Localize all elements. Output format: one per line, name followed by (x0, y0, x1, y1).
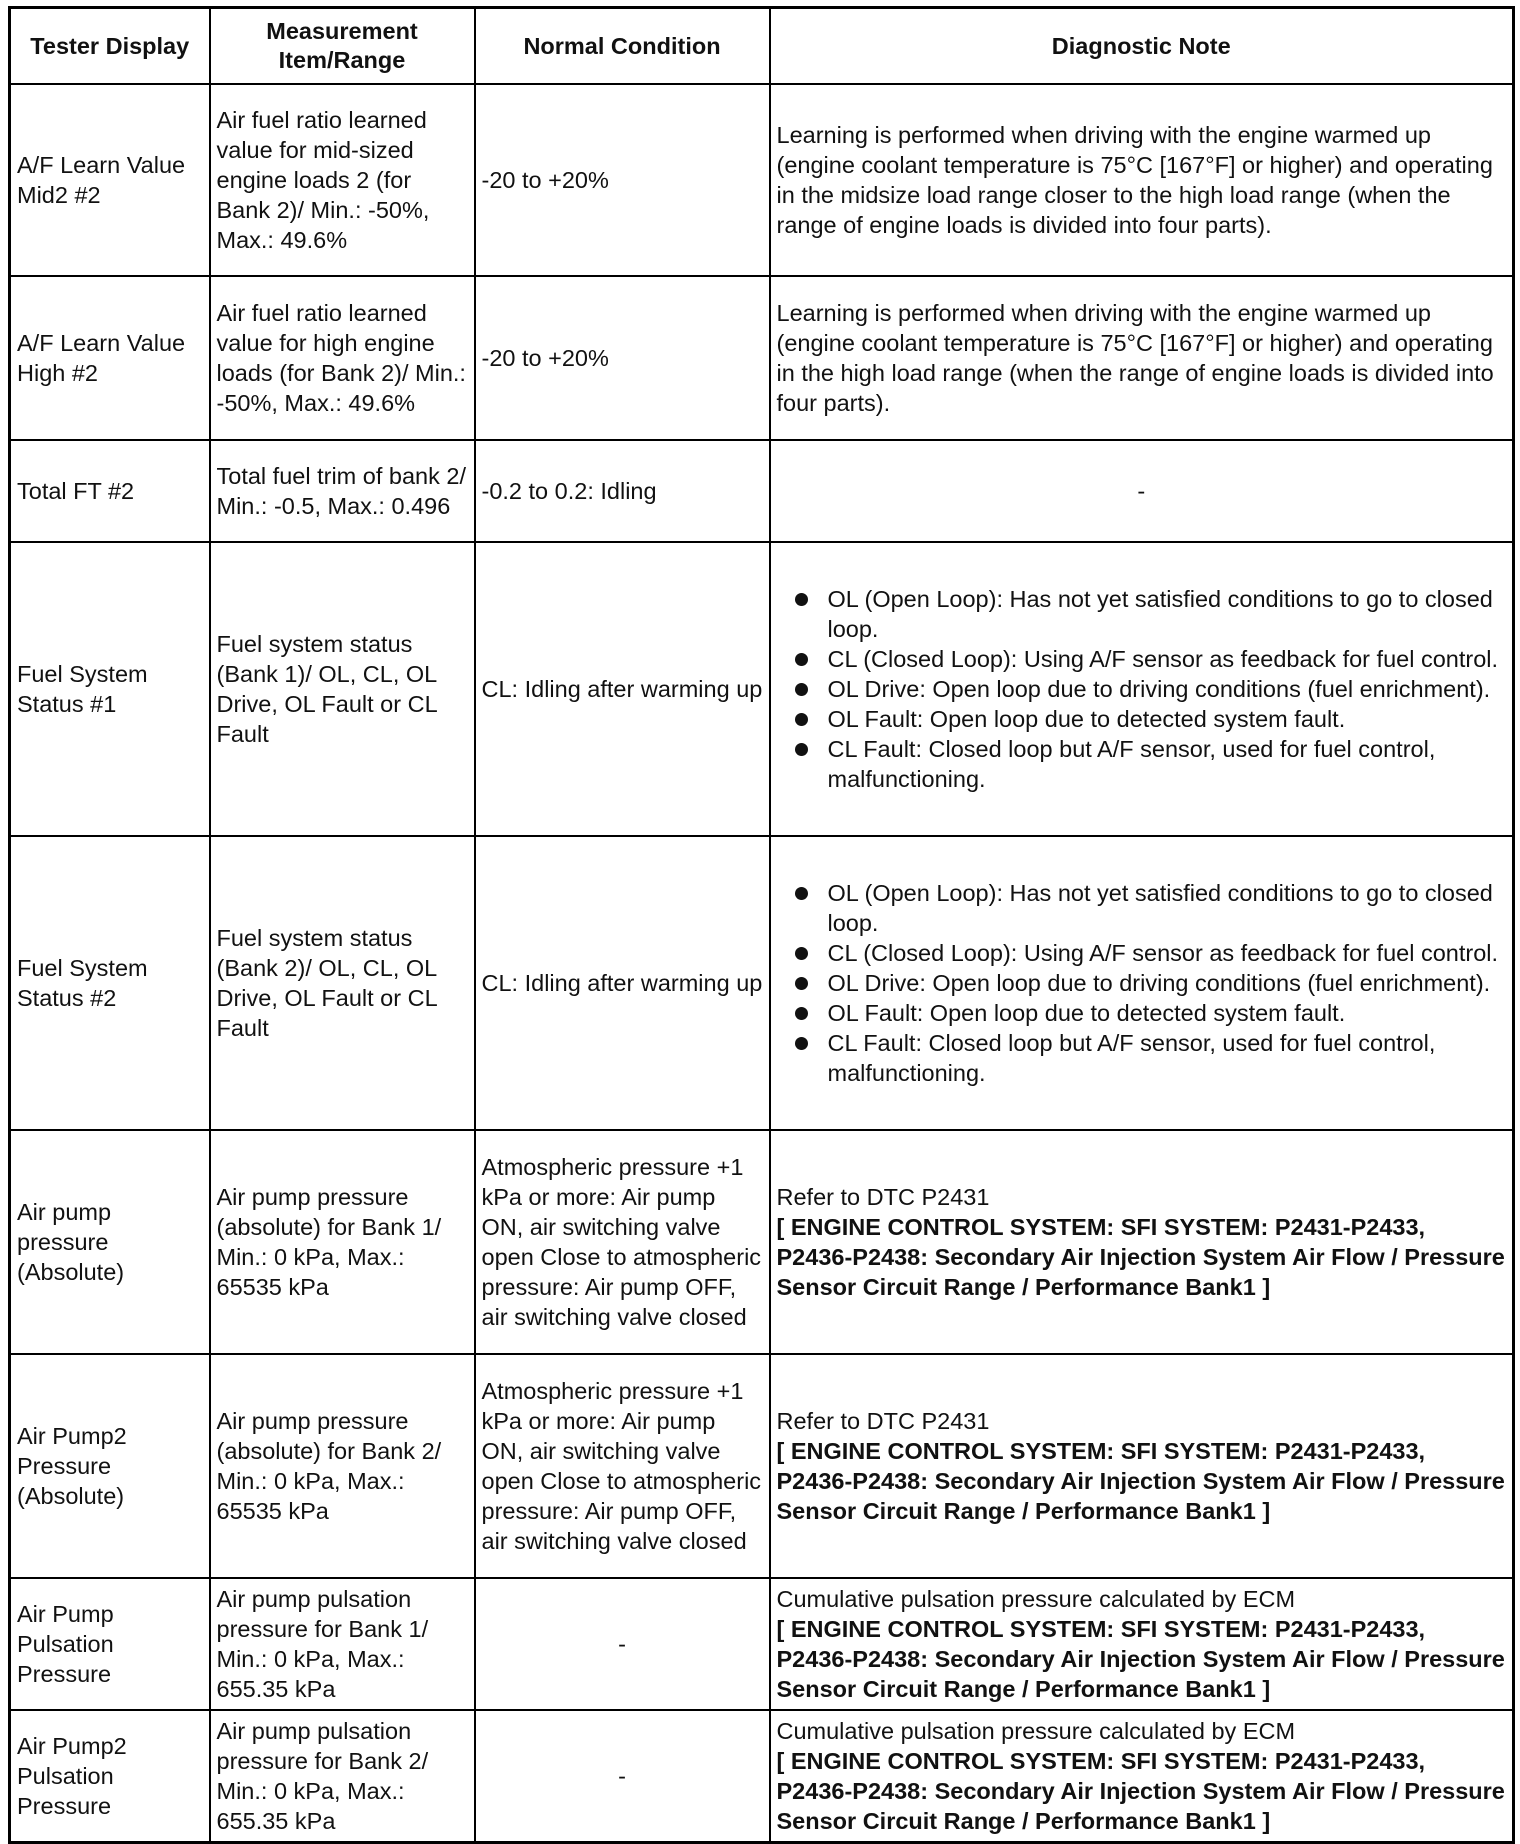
bullet-icon (795, 743, 808, 756)
header-tester-display: Tester Display (10, 8, 210, 85)
normal-condition-cell: - (475, 1710, 770, 1842)
bullet-icon (795, 977, 808, 990)
table-row (10, 276, 1514, 440)
table-row (10, 1710, 1514, 1842)
diagnostic-note-cell (770, 836, 1514, 1130)
diagnostic-note-cell: Learning is performed when driving with the engine warmed up (engine coolant temperature is 75°C [167°F] or higher) and operating in the high load range (when the range of engine loads is divided into four parts). (770, 276, 1514, 440)
header-measurement-item: Measurement Item/Range (210, 8, 475, 85)
diagnostic-note-cell: - (770, 440, 1514, 542)
tester-display-cell: Air Pump2 Pulsation Pressure (10, 1710, 210, 1842)
diagnostic-note-cell (770, 1578, 1514, 1710)
measurement-cell: Total fuel trim of bank 2/ Min.: -0.5, Max.: 0.496 (210, 440, 475, 542)
measurement-cell: Fuel system status (Bank 2)/ OL, CL, OL Drive, OL Fault or CL Fault (210, 836, 475, 1130)
bullet-icon (795, 653, 808, 666)
reference-link[interactable]: [ ENGINE CONTROL SYSTEM: SFI SYSTEM: P2431-P2433, P2436-P2438: Secondary Air Injection System Air Flow / Pressure Sensor Circuit Range / Performance Bank1 ] (776, 1747, 1505, 1834)
normal-condition-cell: -0.2 to 0.2: Idling (475, 440, 770, 542)
table-row (10, 836, 1514, 1130)
measurement-cell: Air pump pulsation pressure for Bank 2/ Min.: 0 kPa, Max.: 655.35 kPa (210, 1710, 475, 1842)
data-list-table (8, 6, 1515, 1844)
reference-link[interactable]: [ ENGINE CONTROL SYSTEM: SFI SYSTEM: P2431-P2433, P2436-P2438: Secondary Air Injection System Air Flow / Pressure Sensor Circuit Range / Performance Bank1 ] (776, 1438, 1505, 1524)
bullet-icon (795, 713, 808, 726)
table-row (10, 542, 1514, 836)
tester-display-cell: Fuel System Status #1 (10, 542, 210, 836)
note-text: Cumulative pulsation pressure calculated by ECM (776, 1586, 1296, 1612)
list-item: CL (Closed Loop): Using A/F sensor as feedback for fuel control. (777, 938, 1507, 968)
bullet-icon (795, 683, 808, 696)
normal-condition-cell: -20 to +20% (475, 276, 770, 440)
bullet-icon (795, 947, 808, 960)
bullet-icon (795, 1007, 808, 1020)
note-text: Refer to DTC P2431 (776, 1408, 990, 1434)
tester-display-cell: Fuel System Status #2 (10, 836, 210, 1130)
normal-condition-cell: -20 to +20% (475, 84, 770, 276)
normal-condition-cell: CL: Idling after warming up (475, 836, 770, 1130)
table-row (10, 1354, 1514, 1578)
measurement-cell: Air pump pressure (absolute) for Bank 1/ Min.: 0 kPa, Max.: 65535 kPa (210, 1130, 475, 1354)
table-row (10, 1578, 1514, 1710)
list-item: OL Fault: Open loop due to detected system fault. (777, 704, 1507, 734)
header-diagnostic-note: Diagnostic Note (770, 8, 1514, 85)
tester-display-cell: Air pump pressure (Absolute) (10, 1130, 210, 1354)
normal-condition-cell: Atmospheric pressure +1 kPa or more: Air pump ON, air switching valve open Close to atmospheric pressure: Air pump OFF, air switching valve closed (475, 1354, 770, 1578)
list-item: CL (Closed Loop): Using A/F sensor as feedback for fuel control. (777, 644, 1507, 674)
bullet-icon (795, 1037, 808, 1050)
bullet-icon (795, 593, 808, 606)
reference-link[interactable]: [ ENGINE CONTROL SYSTEM: SFI SYSTEM: P2431-P2433, P2436-P2438: Secondary Air Injection System Air Flow / Pressure Sensor Circuit Range / Performance Bank1 ] (776, 1214, 1505, 1300)
table-row (10, 440, 1514, 542)
list-item: OL Fault: Open loop due to detected system fault. (777, 998, 1507, 1028)
tester-display-cell: Air Pump Pulsation Pressure (10, 1578, 210, 1710)
table-row (10, 1130, 1514, 1354)
diagnostic-note-cell (770, 1354, 1514, 1578)
normal-condition-cell: CL: Idling after warming up (475, 542, 770, 836)
normal-condition-cell: Atmospheric pressure +1 kPa or more: Air pump ON, air switching valve open Close to atmospheric pressure: Air pump OFF, air switching valve closed (475, 1130, 770, 1354)
list-item: OL Drive: Open loop due to driving conditions (fuel enrichment). (777, 674, 1507, 704)
list-item: OL (Open Loop): Has not yet satisfied conditions to go to closed loop. (777, 584, 1507, 644)
list-item: OL Drive: Open loop due to driving conditions (fuel enrichment). (777, 968, 1507, 998)
measurement-cell: Air fuel ratio learned value for mid-sized engine loads 2 (for Bank 2)/ Min.: -50%, Max.: 49.6% (210, 84, 475, 276)
tester-display-cell: A/F Learn Value High #2 (10, 276, 210, 440)
normal-condition-cell: - (475, 1578, 770, 1710)
list-item: CL Fault: Closed loop but A/F sensor, used for fuel control, malfunctioning. (777, 1028, 1507, 1088)
header-row (10, 8, 1514, 85)
tester-display-cell: Total FT #2 (10, 440, 210, 542)
list-item: CL Fault: Closed loop but A/F sensor, used for fuel control, malfunctioning. (777, 734, 1507, 794)
bullet-icon (795, 887, 808, 900)
measurement-cell: Air pump pulsation pressure for Bank 1/ Min.: 0 kPa, Max.: 655.35 kPa (210, 1578, 475, 1710)
tester-display-cell: A/F Learn Value Mid2 #2 (10, 84, 210, 276)
status-bullet-list (777, 584, 1507, 794)
table-row (10, 84, 1514, 276)
measurement-cell: Fuel system status (Bank 1)/ OL, CL, OL Drive, OL Fault or CL Fault (210, 542, 475, 836)
measurement-cell: Air pump pressure (absolute) for Bank 2/ Min.: 0 kPa, Max.: 65535 kPa (210, 1354, 475, 1578)
measurement-cell: Air fuel ratio learned value for high engine loads (for Bank 2)/ Min.: -50%, Max.: 49.6% (210, 276, 475, 440)
diagnostic-note-cell: Learning is performed when driving with the engine warmed up (engine coolant temperature is 75°C [167°F] or higher) and operating in the midsize load range closer to the high load range (when the range of engine loads is divided into four parts). (770, 84, 1514, 276)
header-normal-condition: Normal Condition (475, 8, 770, 85)
diagnostic-note-cell (770, 1130, 1514, 1354)
note-text: Refer to DTC P2431 (776, 1184, 990, 1210)
note-text: Cumulative pulsation pressure calculated by ECM (776, 1717, 1296, 1744)
data-list-table-wrapper (8, 6, 1512, 1844)
reference-link[interactable]: [ ENGINE CONTROL SYSTEM: SFI SYSTEM: P2431-P2433, P2436-P2438: Secondary Air Injection System Air Flow / Pressure Sensor Circuit Range / Performance Bank1 ] (776, 1616, 1505, 1702)
tester-display-cell: Air Pump2 Pressure (Absolute) (10, 1354, 210, 1578)
diagnostic-note-cell (770, 1710, 1514, 1842)
diagnostic-note-cell (770, 542, 1514, 836)
list-item: OL (Open Loop): Has not yet satisfied conditions to go to closed loop. (777, 878, 1507, 938)
status-bullet-list (777, 878, 1507, 1088)
